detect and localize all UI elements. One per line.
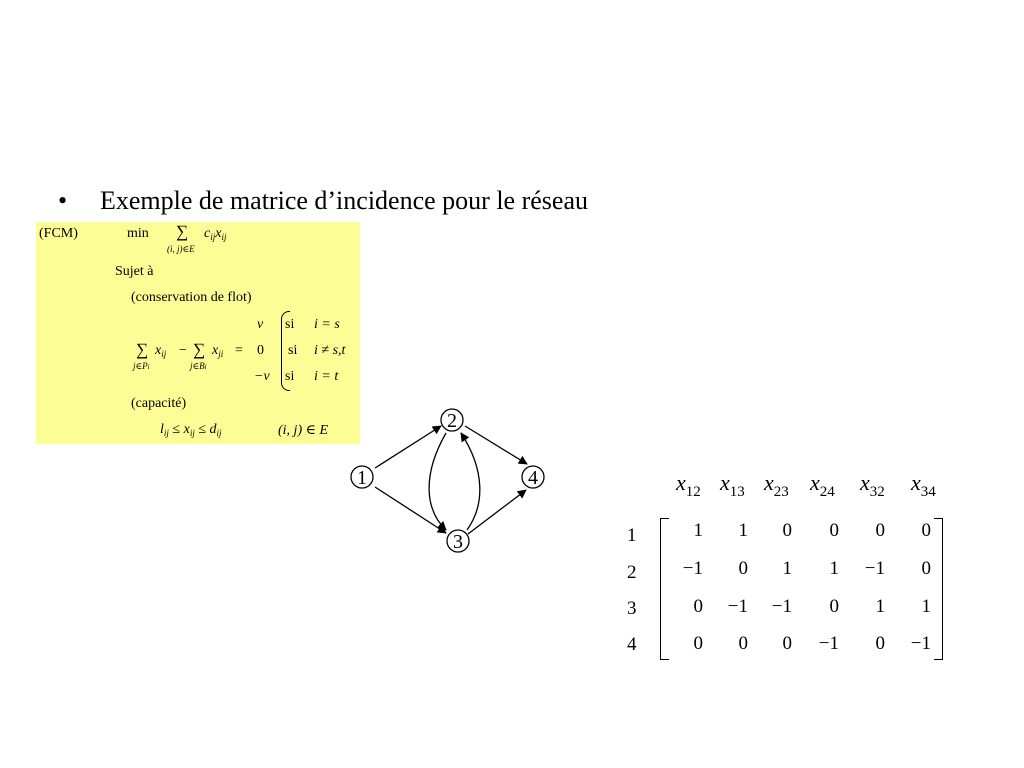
case2-value: 0 xyxy=(257,343,264,358)
case2-condition: i ≠ s,t xyxy=(314,343,346,358)
conservation-label: (conservation de flot) xyxy=(131,290,252,305)
objective-term: $c_{ij}x_{ij}$ xyxy=(204,226,227,242)
capacity-label: (capacité) xyxy=(131,396,187,411)
matrix-right-bracket xyxy=(934,518,943,660)
node-3 xyxy=(447,530,469,553)
fcm-label: (FCM) xyxy=(39,226,78,241)
objective-sum: ∑ xyxy=(176,222,189,241)
fcm-formulation-box xyxy=(36,222,360,444)
edge-1-3 xyxy=(375,487,446,533)
row-label-1: 1 xyxy=(627,525,637,546)
matrix-cell: 0 xyxy=(782,520,792,541)
case1-value: v xyxy=(257,317,264,332)
bullet-line xyxy=(58,186,588,216)
matrix-cell: 0 xyxy=(738,633,748,654)
row-label-2: 2 xyxy=(627,562,637,583)
matrix-cell: 0 xyxy=(829,520,839,541)
lhs-index-1: j∈Pi xyxy=(133,361,150,371)
edge-2-3 xyxy=(429,433,446,530)
lhs-sum-1: ∑ xyxy=(136,340,149,359)
matrix-cell: −1 xyxy=(771,596,792,617)
svg-text:3: 3 xyxy=(453,531,463,553)
matrix-cell: −1 xyxy=(864,558,885,579)
edge-3-2 xyxy=(461,433,480,530)
capacity-domain: (i, j) ∈ E xyxy=(278,423,329,438)
bullet-text: Exemple de matrice d’incidence pour le réseau xyxy=(100,186,588,215)
matrix-cell: 0 xyxy=(693,596,703,617)
node-4 xyxy=(522,466,544,489)
case1-condition: i = s xyxy=(314,317,340,332)
matrix-cell: 0 xyxy=(829,596,839,617)
matrix-cell: 0 xyxy=(921,520,931,541)
col-header-32: $x_{32}$ xyxy=(860,470,885,500)
lhs-term-1: $x_{ij}$ xyxy=(155,343,167,359)
case3-value: −v xyxy=(254,369,270,384)
svg-text:1: 1 xyxy=(357,467,367,489)
lhs-index-2: j∈Bi xyxy=(190,361,207,371)
matrix-cell: −1 xyxy=(910,633,931,654)
capacity-constraint: $l_{ij} \le x_{ij} \le d_{ij}$ xyxy=(160,422,222,438)
lhs-term-2: $x_{ji}$ xyxy=(212,343,224,359)
col-header-34: $x_{34}$ xyxy=(911,470,936,500)
edge-1-2 xyxy=(375,426,441,468)
col-header-23: $x_{23}$ xyxy=(764,470,789,500)
col-header-24: $x_{24}$ xyxy=(810,470,835,500)
matrix-cell: 0 xyxy=(921,558,931,579)
matrix-cell: 1 xyxy=(875,596,885,617)
bullet-dot: • xyxy=(58,186,68,215)
subject-to: Sujet à xyxy=(115,264,154,279)
matrix-cell: 1 xyxy=(738,520,748,541)
matrix-cell: 0 xyxy=(782,633,792,654)
node-2 xyxy=(441,409,463,432)
matrix-cell: 0 xyxy=(693,633,703,654)
matrix-cell: −1 xyxy=(682,558,703,579)
lhs-sum-2: ∑ xyxy=(193,340,206,359)
matrix-cell: 1 xyxy=(921,596,931,617)
case3-si: si xyxy=(285,369,295,384)
matrix-cell: 0 xyxy=(875,520,885,541)
matrix-cell: 0 xyxy=(875,633,885,654)
matrix-cell: −1 xyxy=(727,596,748,617)
row-label-4: 4 xyxy=(627,634,637,655)
case1-si: si xyxy=(285,317,295,332)
matrix-cell: 0 xyxy=(738,558,748,579)
row-label-3: 3 xyxy=(627,598,637,619)
case2-si: si xyxy=(288,343,298,358)
svg-text:4: 4 xyxy=(528,467,538,489)
col-header-12: $x_{12}$ xyxy=(676,470,701,500)
lhs-equals: = xyxy=(235,343,243,358)
objective-index: (i, j)∈E xyxy=(167,244,195,254)
svg-text:2: 2 xyxy=(447,410,457,432)
node-1 xyxy=(351,466,373,489)
col-header-13: $x_{13}$ xyxy=(720,470,745,500)
matrix-cell: 1 xyxy=(693,520,703,541)
matrix-cell: 1 xyxy=(829,558,839,579)
case3-condition: i = t xyxy=(314,369,339,384)
lhs-minus: − xyxy=(179,343,187,358)
matrix-cell: 1 xyxy=(782,558,792,579)
min-label: min xyxy=(127,226,149,241)
matrix-cell: −1 xyxy=(818,633,839,654)
network-graph xyxy=(340,400,560,560)
